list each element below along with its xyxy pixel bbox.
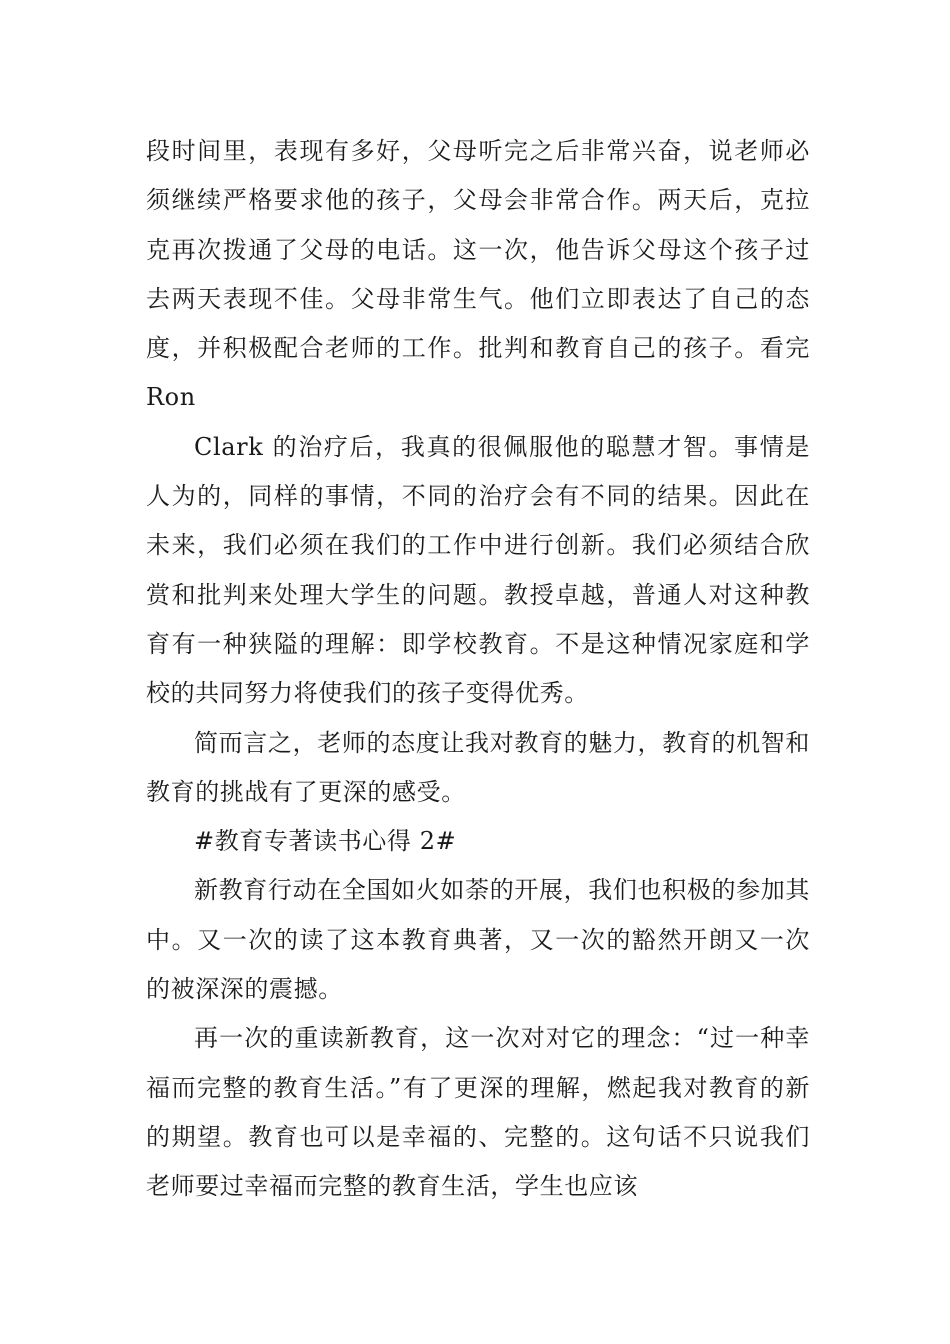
paragraph-3: 简而言之，老师的态度让我对教育的魅力，教育的机智和教育的挑战有了更深的感受。 bbox=[146, 728, 810, 806]
document-body bbox=[146, 127, 810, 1212]
paragraph-2: Clark 的治疗后，我真的很佩服他的聪慧才智。事情是人为的，同样的事情，不同的治疗会有不同的结果。因此在未来，我们必须在我们的工作中进行创新。我们必须结合欣赏和批判来处理大学生的问题。教授卓越，普通人对这种教育有一种狭隘的理解：即学校教育。不是这种情况家庭和学校的共同努力将使我们的孩子变得优秀。 bbox=[146, 432, 810, 708]
section-heading: #教育专著读书心得 2# bbox=[194, 827, 457, 856]
paragraph-5: 再一次的重读新教育，这一次对对它的理念：“过一种幸福而完整的教育生活。”有了更深的理解，燃起我对教育的新的期望。教育也可以是幸福的、完整的。这句话不只说我们老师要过幸福而完整的教育生活，学生也应该 bbox=[146, 1024, 810, 1201]
paragraph-1: 段时间里，表现有多好，父母听完之后非常兴奋，说老师必须继续严格要求他的孩子，父母会非常合作。两天后，克拉克再次拨通了父母的电话。这一次，他告诉父母这个孩子过去两天表现不佳。父母非常生气。他们立即表达了自己的态度，并积极配合老师的工作。批判和教育自己的孩子。看完 Ron bbox=[146, 137, 810, 412]
paragraph-4: 新教育行动在全国如火如荼的开展，我们也积极的参加其中。又一次的读了这本教育典著，又一次的豁然开朗又一次的被深深的震撼。 bbox=[146, 876, 810, 1004]
